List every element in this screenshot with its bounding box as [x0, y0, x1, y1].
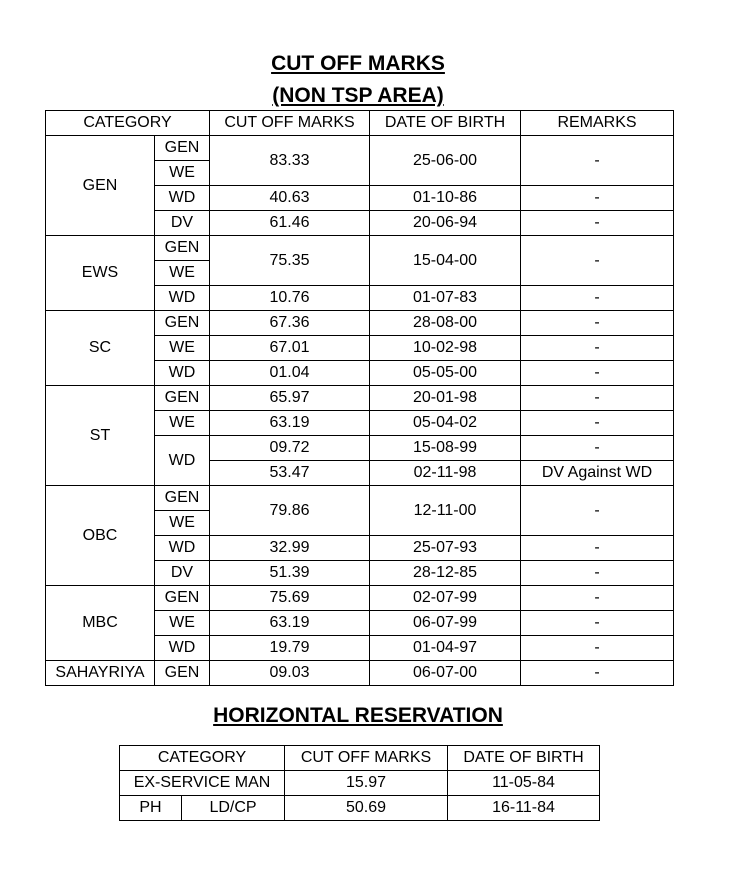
category-cell: SC [46, 311, 155, 386]
dob-cell: 20-06-94 [370, 211, 521, 236]
subcategory-cell: GEN [155, 661, 210, 686]
header-dob: DATE OF BIRTH [448, 746, 600, 771]
cutoff-cell: 61.46 [210, 211, 370, 236]
cutoff-cell: 67.01 [210, 336, 370, 361]
cutoff-cell: 75.69 [210, 586, 370, 611]
table-header-row [120, 746, 600, 771]
cutoff-cell: 65.97 [210, 386, 370, 411]
table-row [46, 661, 674, 686]
dob-cell: 28-08-00 [370, 311, 521, 336]
dob-cell: 01-10-86 [370, 186, 521, 211]
remarks-cell: - [521, 411, 674, 436]
dob-cell: 15-04-00 [370, 236, 521, 286]
cutoff-cell: 09.03 [210, 661, 370, 686]
cutoff-cell: 75.35 [210, 236, 370, 286]
table-row [120, 796, 600, 821]
dob-cell: 06-07-00 [370, 661, 521, 686]
cutoff-cell: 67.36 [210, 311, 370, 336]
remarks-cell: - [521, 311, 674, 336]
subcategory-cell: WE [155, 411, 210, 436]
subcategory-cell: WD [155, 536, 210, 561]
remarks-cell: - [521, 211, 674, 236]
subcategory-cell: WE [155, 611, 210, 636]
header-category: CATEGORY [120, 746, 285, 771]
subcategory-cell: GEN [155, 386, 210, 411]
dob-cell: 12-11-00 [370, 486, 521, 536]
dob-cell: 01-04-97 [370, 636, 521, 661]
subcategory-cell: WE [155, 511, 210, 536]
remarks-cell: - [521, 236, 674, 286]
cutoff-cell: 53.47 [210, 461, 370, 486]
dob-cell: 11-05-84 [448, 771, 600, 796]
remarks-cell: - [521, 536, 674, 561]
cutoff-cell: 19.79 [210, 636, 370, 661]
cutoff-cell: 63.19 [210, 611, 370, 636]
subcategory-cell: WD [155, 436, 210, 486]
category-cell: OBC [46, 486, 155, 586]
dob-cell: 10-02-98 [370, 336, 521, 361]
page-title: CUT OFF MARKS [271, 52, 445, 75]
subcategory-cell: DV [155, 211, 210, 236]
header-remarks: REMARKS [521, 111, 674, 136]
subcategory-cell: WD [155, 186, 210, 211]
dob-cell: 05-05-00 [370, 361, 521, 386]
cutoff-cell: 50.69 [285, 796, 448, 821]
horizontal-reservation-table [119, 745, 600, 821]
table-row [46, 486, 674, 511]
remarks-cell: - [521, 611, 674, 636]
category-cell: EX-SERVICE MAN [120, 771, 285, 796]
subcategory-cell: GEN [155, 136, 210, 161]
dob-cell: 02-07-99 [370, 586, 521, 611]
remarks-cell: - [521, 186, 674, 211]
cutoff-cell: 40.63 [210, 186, 370, 211]
dob-cell: 25-07-93 [370, 536, 521, 561]
category-cell: EWS [46, 236, 155, 311]
category-cell: GEN [46, 136, 155, 236]
dob-cell: 02-11-98 [370, 461, 521, 486]
table-row [46, 311, 674, 336]
category-cell: PH [120, 796, 182, 821]
subcategory-cell: GEN [155, 586, 210, 611]
dob-cell: 16-11-84 [448, 796, 600, 821]
subcategory-cell: DV [155, 561, 210, 586]
cutoff-cell: 63.19 [210, 411, 370, 436]
cutoff-marks-table [45, 110, 674, 686]
table-row [46, 136, 674, 161]
page-subtitle: (NON TSP AREA) [272, 84, 444, 107]
subcategory-cell: WE [155, 336, 210, 361]
subcategory-cell: WD [155, 361, 210, 386]
cutoff-cell: 15.97 [285, 771, 448, 796]
horizontal-reservation-title: HORIZONTAL RESERVATION [213, 704, 503, 727]
subcategory-cell: GEN [155, 311, 210, 336]
subcategory-cell: WE [155, 161, 210, 186]
remarks-cell: - [521, 636, 674, 661]
remarks-cell: - [521, 436, 674, 461]
subcategory-cell: LD/CP [182, 796, 285, 821]
cutoff-cell: 79.86 [210, 486, 370, 536]
dob-cell: 05-04-02 [370, 411, 521, 436]
cutoff-cell: 32.99 [210, 536, 370, 561]
category-cell: SAHAYRIYA [46, 661, 155, 686]
table-header-row [46, 111, 674, 136]
remarks-cell: - [521, 386, 674, 411]
subcategory-cell: GEN [155, 236, 210, 261]
table-row [46, 386, 674, 411]
cutoff-cell: 83.33 [210, 136, 370, 186]
table-row [120, 771, 600, 796]
dob-cell: 15-08-99 [370, 436, 521, 461]
dob-cell: 20-01-98 [370, 386, 521, 411]
subcategory-cell: GEN [155, 486, 210, 511]
remarks-cell: - [521, 586, 674, 611]
table-row [46, 236, 674, 261]
cutoff-cell: 51.39 [210, 561, 370, 586]
header-dob: DATE OF BIRTH [370, 111, 521, 136]
subcategory-cell: WD [155, 636, 210, 661]
cutoff-cell: 10.76 [210, 286, 370, 311]
remarks-cell: DV Against WD [521, 461, 674, 486]
dob-cell: 06-07-99 [370, 611, 521, 636]
remarks-cell: - [521, 561, 674, 586]
remarks-cell: - [521, 136, 674, 186]
remarks-cell: - [521, 361, 674, 386]
header-cutoff: CUT OFF MARKS [210, 111, 370, 136]
table-row [46, 586, 674, 611]
header-category: CATEGORY [46, 111, 210, 136]
remarks-cell: - [521, 286, 674, 311]
dob-cell: 28-12-85 [370, 561, 521, 586]
dob-cell: 01-07-83 [370, 286, 521, 311]
remarks-cell: - [521, 486, 674, 536]
subcategory-cell: WE [155, 261, 210, 286]
category-cell: ST [46, 386, 155, 486]
cutoff-cell: 09.72 [210, 436, 370, 461]
category-cell: MBC [46, 586, 155, 661]
header-cutoff: CUT OFF MARKS [285, 746, 448, 771]
remarks-cell: - [521, 336, 674, 361]
dob-cell: 25-06-00 [370, 136, 521, 186]
cutoff-cell: 01.04 [210, 361, 370, 386]
remarks-cell: - [521, 661, 674, 686]
subcategory-cell: WD [155, 286, 210, 311]
